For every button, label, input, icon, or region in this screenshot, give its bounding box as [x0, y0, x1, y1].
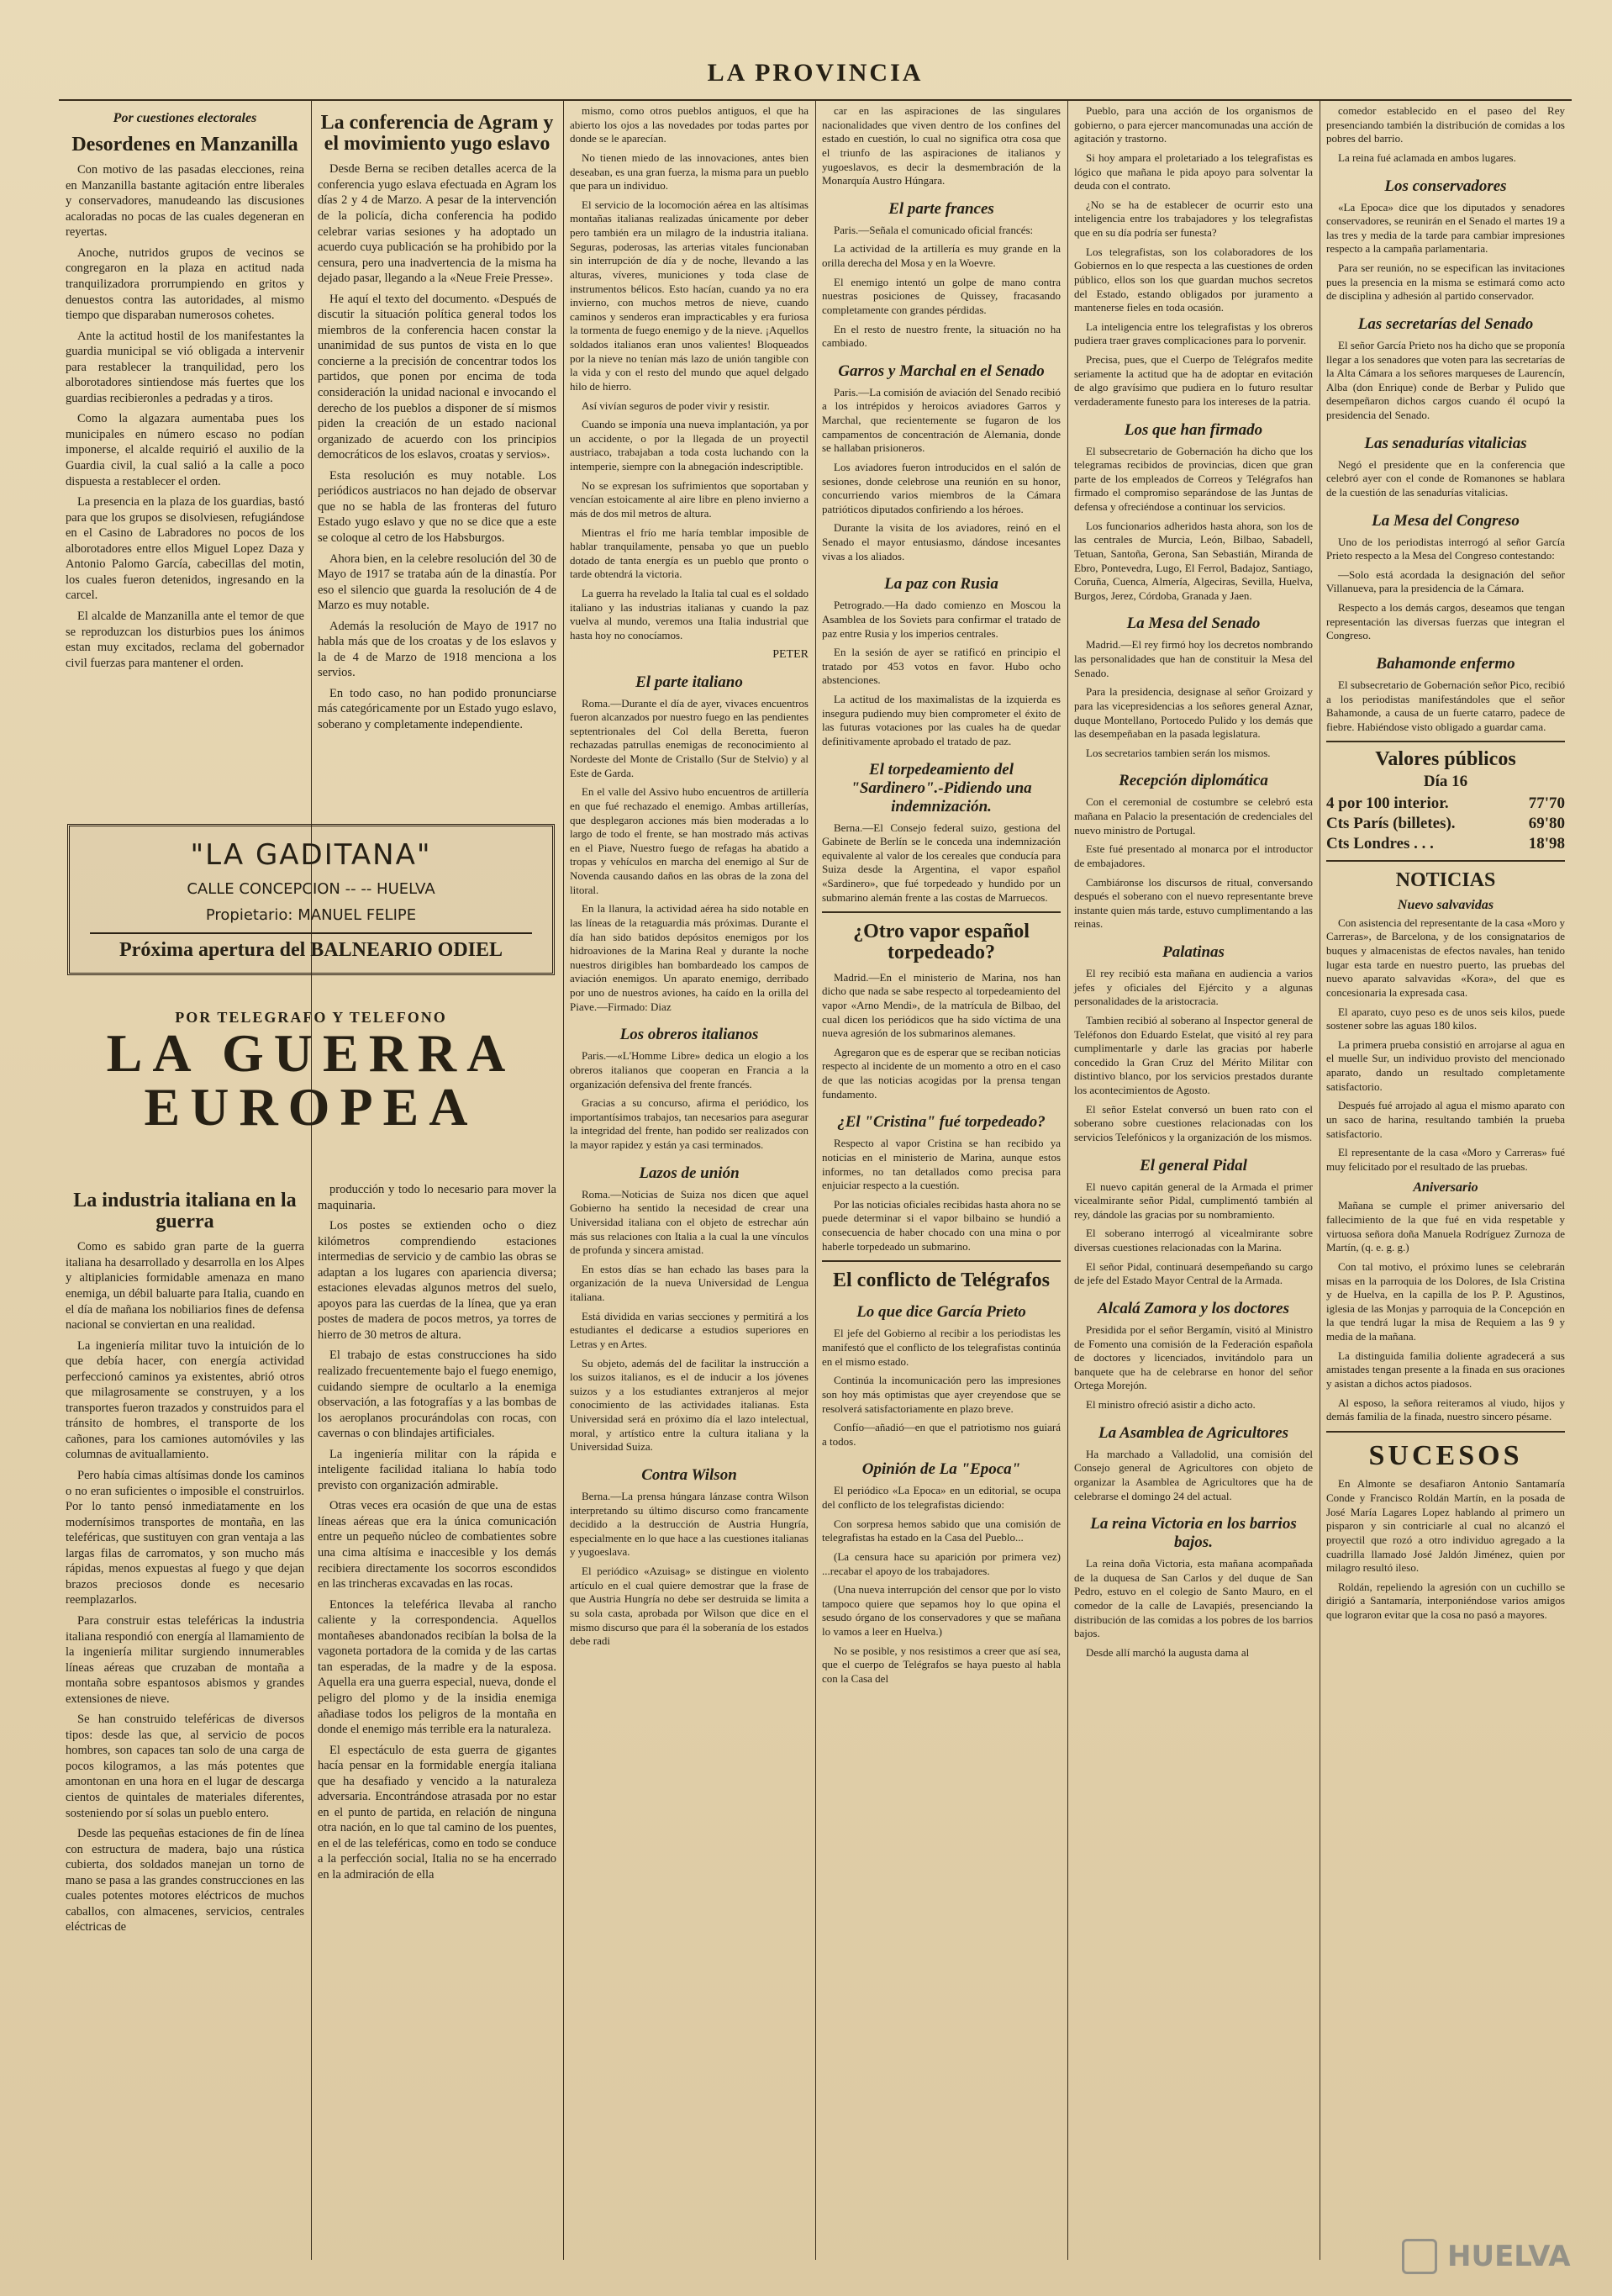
paragraph: El señor Estelat conversó un buen rato con el soberano sobre cuestiones relacionadas con los servicios Telefónicos y la organización de los mismos.	[1074, 1102, 1313, 1143]
valor-value: 77'70	[1528, 794, 1565, 812]
subhead: El parte italiano	[635, 673, 743, 691]
divider	[822, 1260, 1061, 1262]
paragraph: En la sesión de ayer se ratificó en principio el tratado por 453 votos en favor. Hubo ocho abstenciones.	[822, 646, 1061, 687]
paragraph: Negó el presidente que en la conferencia que celebró ayer con el conde de Romanones se hablara de la cuestión de las senadurías vitalicias.	[1326, 457, 1565, 499]
paragraph: El aparato, cuyo peso es de unos seis kilos, puede sostener sobre las aguas 180 kilos.	[1326, 1005, 1565, 1032]
valor-label: Cts París (billetes).	[1326, 814, 1456, 832]
paragraph: Anoche, nutridos grupos de vecinos se congregaron en la plaza en actitud nada tranquilizadora prorrumpiendo en gritos y denuestos contra las autoridades, al mismo tiempo que disparaban numerosos cohetes.	[66, 245, 304, 323]
paragraph: ¿No se ha de establecer de ocurrir esto una inteligencia entre los trabajadores y los telegrafistas que en su día podría ser funesta?	[1074, 198, 1313, 239]
paragraph: La reina doña Victoria, esta mañana acompañada de la duquesa de San Carlos y del duque de San Pedro, estuvo en el colegio de Santo Mauro, en el comedor de la calle de Lavapiés, presenciando la distribución de las comidas a los pobres de los barrios bajos.	[1074, 1557, 1313, 1640]
subhead: La paz con Rusia	[884, 575, 998, 594]
paragraph: El espectáculo de esta guerra de gigantes hacía pensar en la formidable energía italiana que ha desafiado y vencido a la naturaleza adversaria. Encontrándose atrasada por no estar en el punto de partida, en relación de ninguna otra nación, en lo que tal camino de los puentes, en el de las teleféricas, como en todo se conduce a la perfección social, Italia no se ha encerrado en la admiración de ella	[318, 1743, 556, 1882]
kicker: Por cuestiones electorales	[113, 111, 257, 125]
subhead: La Asamblea de Agricultores	[1098, 1423, 1289, 1442]
headline-sucesos: SUCESOS	[1368, 1439, 1523, 1471]
subhead: Alcalá Zamora y los doctores	[1098, 1299, 1289, 1317]
paragraph: Roldán, repeliendo la agresión con un cuchillo se dirigió a Santamaría, interponiéndose varios amigos que lograron evitar que la cosa no pasó a mayores.	[1326, 1580, 1565, 1622]
paragraph: Para ser reunión, no se especifican las invitaciones pues la presencia en la misma se estimará como acto de disciplina y adhesión al partido conservador.	[1326, 261, 1565, 303]
ad-next-opening: Próxima apertura del BALNEARIO ODIEL	[90, 932, 532, 962]
subhead: Los que han firmado	[1124, 420, 1263, 439]
paragraph: El rey recibió esta mañana en audiencia a varios jefes y oficiales del Ejército y a algunas personalidades de la aristocracia.	[1074, 967, 1313, 1008]
war-subhead: POR TELEGRAFO Y TELEFONO	[175, 1009, 447, 1026]
subhead: Contra Wilson	[641, 1465, 737, 1484]
divider	[822, 911, 1061, 913]
paragraph: La actividad de la artillería es muy grande en la orilla derecha del Mosa y en la Woevre.	[822, 242, 1061, 269]
subhead: Los obreros italianos	[619, 1026, 759, 1044]
paragraph: Su objeto, además del de facilitar la instrucción a los suizos italianos, es el de inducir a los jóvenes suizos y a los estudiantes extranjeros al mejor conocimiento de las actividades italianas. Esta Universidad será en próximo día el lazo intelectual, moral, y artístico entre la cultura italiana y la Universidad Suiza.	[570, 1356, 809, 1454]
paragraph: El señor Pidal, continuará desempeñando su cargo de jefe del Estado Mayor Central de la Armada.	[1074, 1259, 1313, 1287]
paragraph: La reina fué aclamada en ambos lugares.	[1338, 150, 1516, 164]
paragraph: En la llanura, la actividad aérea ha sido notable en las líneas de la retaguardia más próximas. Durante el día han sido batidos depósitos enemigos por los hidroaviones de la Marina Real y durante la noche nuestros dirigibles han bombardeado los campos de aviación enemigos. Un aparato enemigo, derribado por uno de nuestros aviones, ha caído en la orilla del Piave.—Firmado: Diaz	[570, 902, 809, 1013]
paragraph: He aquí el texto del documento. «Después de discutir la situación política general todos los miembros de la conferencia hacen constar la unanimidad de sus puntos de vista en lo que concierne a la precisión de concentrar todos los partidos, que ponen por encima de toda consideración la unidad nacional e invocando el derecho de los pueblos a disponer de sí mismos piden la creación de un estado nacional organizado de acuerdo con los principios democráticos de los eslavos, croatas y servios».	[318, 292, 556, 462]
headline-otro-vapor: ¿Otro vapor español torpedeado?	[853, 921, 1030, 964]
paragraph: Petrogrado.—Ha dado comienzo en Moscou la Asamblea de los Soviets para confirmar el tratado de paz entre Rusia y los imperios centrales.	[822, 599, 1061, 640]
divider	[1326, 741, 1565, 742]
subhead: Lazos de unión	[639, 1164, 740, 1182]
paragraph: producción y todo lo necesario para mover la maquinaria.	[318, 1183, 556, 1212]
paragraph: Mientras el frío me haría temblar imposible de hablar tranquilamente, pensaba yo que un pueblo dotado de tanta energía es un pueblo que pronto o tarde obtendrá la victoria.	[570, 525, 809, 581]
subhead: Bahamonde enfermo	[1376, 654, 1515, 673]
paragraph: (Una nueva interrupción del censor que por lo visto tampoco quiere que sepamos hoy lo que opina el sesudo órgano de los conservadores y que se mañana lo vamos a leer en Huelva.)	[822, 1583, 1061, 1639]
paragraph: Respecto al vapor Cristina se han recibido ya noticias en el ministerio de Marina, aunque estos informes, no tan detallados como precisa para enjuiciar respecto a la cuestión.	[822, 1137, 1061, 1192]
paragraph: En estos días se han echado las bases para la organización de la nueva Universidad de Lengua italiana.	[570, 1262, 809, 1303]
paragraph: Precisa, pues, que el Cuerpo de Telégrafos medite seriamente la actitud que ha de adoptar en evitación de algo gravísimo que pudiera en lo futuro resultar verdaderamente funesto para los intereses de la patria.	[1074, 353, 1313, 408]
paragraph: El trabajo de estas construcciones ha sido realizado frecuentemente bajo el fuego enemigo, cuidando siempre de ocultarlo a la enemiga observación, a las fotografías y a las bombas de los aeroplanos procurándolas con rocas, con cavernas o con blindajes artificiales.	[318, 1349, 556, 1441]
paragraph: Para la presidencia, designase al señor Groizard y para las vicepresidencias a los señores general Aznar, duque Montellano, Portocedo Pulido y los demás que las desempeñaban en la pasada legislatura.	[1074, 685, 1313, 741]
paragraph: Ante la actitud hostil de los manifestantes la guardia municipal se vió obligada a intervenir para restablecer la tranquilidad, pero los alborotadores sintiendose más fuertes que los guardias recibieronles a pedradas y a tiros.	[66, 329, 304, 405]
paragraph: En el valle del Assivo hubo encuentros de artillería en que fué rechazado el enemigo. Ambas artillerías, que desplegaron acciones más bien moderadas a lo largo de todo el frente, se han mostrado más activas en el Piave, Nuestro fuego de refagas ha abatido a tropas y vehículos en marcha del enemigo al Sur de Novenda causando daños en las obras de la zona del litoral.	[570, 785, 809, 896]
valor-row	[1326, 794, 1565, 813]
advertisement-la-gaditana	[67, 824, 555, 975]
valor-label: 4 por 100 interior.	[1326, 794, 1449, 812]
paragraph: El soberano interrogó al vicealmirante sobre diversas cuestiones relacionadas con la Marina.	[1074, 1227, 1313, 1254]
paragraph: Si hoy ampara el proletariado a los telegrafistas es lógico que mañana le pida apoyo para solventar la deuda con el contrato.	[1074, 150, 1313, 193]
signature: PETER	[772, 647, 809, 661]
paragraph: Pero había cimas altísimas donde los caminos o no eran suficientes o imposible el construirlos. Por lo tanto pensó inmediatamente en los modernísimos transportes de montaña, en las teleféricas, que sustituyen con gran ventaja a las largas filas de carromatos, y son mucho más rápidas, menos expuestas al fuego y que dejan brazos preciosos donde es necesario reemplazarlos.	[66, 1469, 304, 1607]
paragraph: Berna.—La prensa húngara lánzase contra Wilson interpretando su último discurso como francamente decidido a la destrucción de Austria Hungría, especialmente en lo que hace a las cuestiones italianas y yugoeslava.	[570, 1489, 809, 1559]
headline-agram: La conferencia de Agram y el movimiento yugo eslavo	[320, 112, 554, 156]
subhead: Las secretarías del Senado	[1357, 314, 1534, 333]
paragraph: Está dividida en varias secciones y permitirá a los estudiantes el dedicarse a estudios superiores en Letras y en Artes.	[570, 1309, 809, 1350]
subhead: La Mesa del Congreso	[1372, 511, 1520, 530]
column-1	[59, 99, 311, 814]
paragraph: Con el ceremonial de costumbre se celebró esta mañana en Palacio la presentación de credenciales del nuevo ministro de Portugal.	[1074, 795, 1313, 837]
paragraph: El periódico «La Epoca» en un editorial, se ocupa del conflicto de los telegrafistas diciendo:	[822, 1484, 1061, 1512]
paragraph: Ahora bien, en la celebre resolución del 30 de Mayo de 1917 se trataba aún de la dinastía. Por eso el silencio que guarda la resolución de 4 de Marzo es muy notable.	[318, 552, 556, 613]
paragraph: La presencia en la plaza de los guardias, bastó para que los grupos se disolviesen, refugiándose en el Casino de Labradores no pocos de los alborotadores entre ellos Miguel Lopez Daza y Antonio Palomo García, cabecillas del motin, los cuales fueron detenidos, ingresando en la carcel.	[66, 495, 304, 603]
headline-noticias: NOTICIAS	[1395, 868, 1496, 891]
ad-name: "LA GADITANA"	[190, 838, 432, 872]
subhead: Opinión de La "Epoca"	[861, 1460, 1021, 1479]
paragraph: Con tal motivo, el próximo lunes se celebrarán misas en la parroquia de los Dolores, de Isla Cristina y de Huelva, en la capilla de los P. P. Agustinos, iglesia de las Monjas y parroquia de la Concepción en la que tendrá lugar la misa de Requiem a las 9 y media de la mañana.	[1326, 1259, 1565, 1343]
paragraph: Desde allí marchó la augusta dama al	[1086, 1645, 1250, 1659]
column-2-lower	[311, 1177, 563, 2262]
valores-day: Día 16	[1423, 772, 1468, 790]
column-3	[563, 99, 815, 2260]
paragraph: Como es sabido gran parte de la guerra italiana ha desarrollado y desarrolla en los Alpes y altiplanicies formidable amenaza en mano enemiga, un débil baluarte para Italia, cuando en el día de mañana los nobiliarios fines de defensa nacional se conviertan en una realidad.	[66, 1240, 304, 1333]
paragraph: Al esposo, la señora reiteramos al viudo, hijos y demás familia de la finada, nuestro sincero pésame.	[1326, 1396, 1565, 1423]
war-header	[67, 1009, 555, 1169]
paragraph: Con sorpresa hemos sabido que una comisión de telegrafistas ha estado en la Casa del Pueblo...	[822, 1517, 1061, 1544]
column-5	[1067, 99, 1320, 2260]
ad-street: CALLE CONCEPCION -- -- HUELVA	[187, 880, 435, 898]
paragraph: Roma.—Durante el día de ayer, vivaces encuentros fueron alcanzados por nuestro fuego en las pendientes septentrionales del Col della Beretta, fueron rechazadas patrullas enemigas de reconocimiento al Nordeste del Monte de Cristallo (Sur de Stelvio) y al Este de Garda.	[570, 696, 809, 779]
divider	[1326, 860, 1565, 862]
subhead: El torpedeamiento del "Sardinero".-Pidiendo una indemnización.	[851, 760, 1032, 815]
column-4	[815, 99, 1067, 2260]
paragraph: Confío—añadió—en que el patriotismo nos guiará a todos.	[822, 1421, 1061, 1448]
subhead: Recepción diplomática	[1119, 772, 1268, 790]
paragraph: El alcalde de Manzanilla ante el temor de que se reproduzcan los disturbios pues los ánimos estan muy excitados, reclama del gobernador civil fuerzas para mantener el orden.	[66, 609, 304, 670]
paragraph: No se posible, y nos resistimos a creer que así sea, que el cuerpo de Telégrafos se haya puesto al habla con la Casa del	[822, 1644, 1061, 1685]
paragraph: En todo caso, no han podido pronunciarse más categóricamente por un Estado yugo eslavo, soberano y completamente independiente.	[318, 686, 556, 731]
divider	[1326, 1431, 1565, 1433]
paragraph: El jefe del Gobierno al recibir a los periodistas les manifestó que el conflicto de los telegrafistas continúa en el mismo estado.	[822, 1327, 1061, 1368]
paragraph: Los funcionarios adheridos hasta ahora, son los de las centrales de Murcia, León, Bilbao, Sabadell, Tetuan, Santoña, Gerona, San Sebastián, Miranda de Ebro, Pontevedra, Lugo, El Ferrol, Badajoz, Santiago, Coruña, Cuenca, Almería, Algeciras, Sevilla, Huelva, Burgos, Jerez, Córdoba, Granada y Jaen.	[1074, 519, 1313, 602]
paragraph: Esta resolución es muy notable. Los periódicos austriacos no han dejado de observar que no se habla de las fronteras del futuro Estado yugo eslavo y que no se dice que a este se coloque al cetro de los Habsburgos.	[318, 468, 556, 545]
paragraph: Con motivo de las pasadas elecciones, reina en Manzanilla bastante agitación entre liberales y conservadores, manudeando las discusiones acaloradas no pocas de las cuales degeneran en reyertas.	[66, 163, 304, 240]
subhead: El general Pidal	[1140, 1156, 1247, 1174]
valor-label: Cts Londres . . .	[1326, 834, 1434, 852]
headline-industria-italiana: La industria italiana en la guerra	[73, 1190, 297, 1233]
paragraph: La distinguida familia doliente agradecerá a sus amistades tengan presente a la finada en sus oraciones y asistan a dichos actos piadosos.	[1326, 1349, 1565, 1390]
paragraph: Este fué presentado al monarca por el introductor de embajadores.	[1074, 842, 1313, 869]
valor-row	[1326, 835, 1565, 853]
paragraph: Además la resolución de Mayo de 1917 no habla más que de los croatas y de los eslavos y la de 4 de Marzo de 1918 menciona a los servios.	[318, 619, 556, 680]
paragraph: La ingeniería militar con la rápida e inteligente facilidad italiana lo había todo previsto con organización admirable.	[318, 1447, 556, 1492]
valores-publicos	[1326, 749, 1565, 852]
paragraph: Berna.—El Consejo federal suizo, gestiona del Gabinete de Berlín se le conceda una indemnización equivalente al valor de los cereales que conducía para Suiza desde la Argentina, el vapor español «Sardinero», que fué torpedeado y hundido por un submarino alemán frente a las costas de Marruecos.	[822, 821, 1061, 904]
paragraph: Pueblo, para una acción de los organismos de gobierno, o para ejercer mancomunadas una acción de agitación y trastorno.	[1074, 104, 1313, 145]
paragraph: Así vivían seguros de poder vivir y resistir.	[582, 399, 770, 412]
paper-name: LA PROVINCIA	[707, 59, 924, 87]
subhead: La reina Victoria en los barrios bajos.	[1090, 1515, 1297, 1552]
paragraph: Con asistencia del representante de la casa «Moro y Carreras», de Barcelona, y de los consignatarios de buques y almacenistas de efectos navales, han tenido lugar esta tarde en nuestro puerto, las pruebas del nuevo aparato salvavidas «Kora», del que es concesionaria la expresada casa.	[1326, 916, 1565, 999]
paragraph: Cuando se imponía una nueva implantación, ya por un accidente, o por la llegada de un proyectil austriaco, trabajaban a toda costa luchando con la intemperie, siempre con la abnegación indescriptible.	[570, 418, 809, 472]
paragraph: Roma.—Noticias de Suiza nos dicen que aquel Gobierno ha sentido la necesidad de crear una Universidad italiana con el objeto de estrechar aún más sus relaciones con Italia a la cual la une vínculos de profunda y sincera amistad.	[570, 1187, 809, 1257]
paragraph: Los aviadores fueron introducidos en el salón de sesiones, donde celebrose una reunión en su honor, concurriendo varios miembros de la Cámara patrióticos diputados confiriendo a los héroes.	[822, 460, 1061, 515]
paragraph: Tambien recibió al soberano al Inspector general de Teléfonos don Eduardo Estelat, que visitó al rey para cumplimentarle y darle las gracias por haberle concedido la Gran Cruz del Mérito Militar con distintivo blanco, por los servicios prestados durante los acontecimientos de Agosto.	[1074, 1013, 1313, 1096]
paragraph: La guerra ha revelado la Italia tal cual es el soldado italiano y las industrias italianas y cuando la paz vuelva al mundo, veremos una Italia industrial que hasta hoy no conocíamos.	[570, 587, 809, 641]
paragraph: El enemigo intentó un golpe de mano contra nuestras posiciones de Quissey, fracasando completamente con grandes pérdidas.	[822, 275, 1061, 316]
paragraph: Después fué arrojado al agua el mismo aparato con un saco de harina, resultando también la prueba satisfactorio.	[1326, 1099, 1565, 1140]
paragraph: Otras veces era ocasión de que una de estas líneas aéreas que era la única comunicación entre un pequeño núcleo de combatientes sobre una cima altísima e inaccesible y los demás recibiera directamente los socorros escondidos en las trincheras excavadas en las rocas.	[318, 1499, 556, 1591]
valores-title: Valores públicos	[1375, 748, 1516, 771]
paragraph: Agregaron que es de esperar que se reciban noticias respecto al incidente de un momento a otro en el caso de que las noticias acogidas por la prensa tengan fundamento.	[822, 1045, 1061, 1100]
paragraph: Respecto a los demás cargos, deseamos que tengan representación las diversas fuerzas que integran el Congreso.	[1326, 601, 1565, 642]
war-title-line-2: EUROPEA	[144, 1077, 478, 1137]
paragraph: Gracias a su concurso, afirma el periódico, los importantísimos trabajos, tan necesarios para asegurar la integridad del frente, han podido ser realizados con la mayor rapidez y están ya casi terminados.	[570, 1096, 809, 1151]
paragraph: El periódico «Azuisag» se distingue en violento artículo en el cual quiere demostrar que la frase de que Austria Hungría no debe ser destruida se limita a su sola casta, aprobada por Wilson que dice en el mismo discurso que para él la soberanía de los estados debe radi	[570, 1565, 809, 1648]
paragraph: La primera prueba consistió en arrojarse al agua en el muelle Sur, un individuo provisto del mencionado aparato, dando un resultado completamente satisfactorio.	[1326, 1037, 1565, 1093]
ad-owner: Propietario: MANUEL FELIPE	[205, 906, 417, 924]
valor-value: 69'80	[1528, 814, 1565, 832]
valor-row	[1326, 815, 1565, 833]
subhead: Los conservadores	[1384, 177, 1507, 195]
paragraph: Presidida por el señor Bergamín, visitó al Ministro de Fomento una comisión de la Federación española de doctores y licenciados, invitándolo para un banquete que ha de celebrarse en honor del señor Ortega Morejón.	[1074, 1322, 1313, 1392]
paragraph: La actitud de los maximalistas de la izquierda es insegura pudiendo muy bien comprometer el éxito de las futuras votaciones por las cuales ha de quedar definitivamente aprobado el tratado de paz.	[822, 693, 1061, 747]
paragraph: Los postes se extienden ocho o diez kilómetros comprendiendo estaciones intermedias de servicio y de cambio las obras se adaptan a los lugares con apariencia diversa; estaciones elevadas algunos metros del suelo, apoyos para las cuerdas de la línea, que ya eran postes de madera de pocos metros, ya torres de hierro de 30 metros de altura.	[318, 1219, 556, 1342]
paragraph: Cambiáronse los discursos de ritual, conversando después el soberano con el nuevo representante breve instante quien más tarde, estuvo cumplimentando a las reinas.	[1074, 875, 1313, 931]
paragraph: Madrid.—El rey firmó hoy los decretos nombrando las personalidades que han de constituir la Mesa del Senado.	[1074, 638, 1313, 679]
paragraph: El representante de la casa «Moro y Carreras» fué muy felicitado por el resultado de las pruebas.	[1326, 1146, 1565, 1173]
paragraph: car en las aspiraciones de las singulares nacionalidades que viven dentro de los confines del estado en cuestión, lo cual no significa otra cosa que el triunfo de las aspiraciones de italianos y yugoeslavos, es decir la desmembración de la Monarquía Austro Húngara.	[822, 104, 1061, 187]
paragraph: El señor García Prieto nos ha dicho que se proponía llegar a los senadores que voten para las secretarías de la Alta Cámara a los señores marqueses de Laurencín, Alba (don Enrique) conde de Berbar y Pulido que desempeñaron dichos cargos cuando él ocupó la presidencia del Senado.	[1326, 338, 1565, 421]
paragraph: Durante la visita de los aviadores, reinó en el Senado el mayor entusiasmo, dándose incesantes vivas a los aliados.	[822, 521, 1061, 562]
subhead: Nuevo salvavidas	[1397, 897, 1494, 912]
paragraph: (La censura hace su aparición por primera vez) ...recabar el apoyo de los trabajadores.	[822, 1549, 1061, 1577]
paragraph: mismo, como otros pueblos antiguos, el que ha abierto los ojos a las novedades por todas partes por donde se le aparecían.	[570, 104, 809, 145]
paragraph: La inteligencia entre los telegrafistas y los obreros pudiera traer graves complicaciones para lo porvenir.	[1074, 319, 1313, 347]
paragraph: Los telegrafistas, son los colaboradores de los Gobiernos en lo que respecta a las cuestiones de orden público, ellos son los que guardan muchos secretos del Estado, estando obligados por juramento a mantenerse fieles en toda ocasión.	[1074, 245, 1313, 314]
column-2	[311, 99, 563, 814]
paragraph: Paris.—Señala el comunicado oficial francés:	[834, 223, 1034, 236]
subhead: Lo que dice García Prieto	[856, 1303, 1026, 1322]
paragraph: El subsecretario de Gobernación señor Pico, recibió a los periodistas manifestándoles que el señor Bahamonde, a causa de un fuerte catarro, padece de fiebre. Habiéndose visto obligado a guardar cama.	[1326, 678, 1565, 733]
paragraph: No tienen miedo de las innovaciones, antes bien deseaban, es una gran fuerza, la misma para un pueblo que para un individuo.	[570, 150, 809, 193]
paragraph: Los secretarios tambien serán los mismos.	[1086, 746, 1271, 759]
paragraph: Paris.—«L'Homme Libre» dedica un elogio a los obreros italianos que cooperan en Francia a la organización defensiva del frente francés.	[570, 1049, 809, 1090]
paragraph: Ha marchado a Valladolid, una comisión del Consejo general de Agricultores con objeto de organizar la Asamblea de Agricultores que ha de celebrarse el domingo 24 del actual.	[1074, 1447, 1313, 1502]
paragraph: «La Epoca» dice que los diputados y senadores conservadores, se reunirán en el Senado el martes 19 a las tres y media de la tarde para cambiar impresiones respecto a la campaña parlamentaria.	[1326, 200, 1565, 256]
war-title-line-1: LA GUERRA	[106, 1023, 516, 1083]
paragraph: Desde Berna se reciben detalles acerca de la conferencia yugo eslava efectuada en Agram los días 2 y 4 de Marzo. A pesar de la intervención de la policía, dicha conferencia ha podido celebrar varias sesiones y ha adoptado un acuerdo cuya publicación se ha prohibido por la censura, pero una inadvertencia de la misma ha dejado pasar, llegando a la «Neue Freie Presse».	[318, 162, 556, 286]
paragraph: Se han construido teleféricas de diversos tipos: desde las que, al servicio de pocos hombres, son capaces tan solo de una carga de pocos kilogramos, a las más potentes que amontonan en una hora en el lugar de descarga cientos de quintales de materiales diferentes, sosteniendo por sí solas un pueblo entero.	[66, 1713, 304, 1820]
masthead	[59, 59, 1572, 101]
paragraph: La ingeniería militar tuvo la intuición de lo que debía hacer, con energía actividad perfeccionó caminos ya existentes, abrió otros que milagrosamente se construyen, y a los transportes fueron trazados y construidos para el tránsito de hombres, el transporte de los cañones, para los camiones automóviles y las columnas de avituallamiento.	[66, 1338, 304, 1462]
archive-stamp	[1402, 2239, 1595, 2286]
subhead: Palatinas	[1162, 943, 1225, 961]
archive-logo-icon	[1402, 2239, 1437, 2274]
paragraph: El ministro ofreció asistir a dicho acto.	[1086, 1398, 1256, 1411]
paragraph: El nuevo capitán general de la Armada el primer vicealmirante señor Pidal, cumplimentó también al rey, dándole las gracias por su nombramiento.	[1074, 1180, 1313, 1221]
subhead: Aniversario	[1413, 1180, 1478, 1196]
subhead: La Mesa del Senado	[1126, 615, 1261, 633]
paragraph: Desde las pequeñas estaciones de fin de línea con estructura de madera, bajo una rústica cubierta, dos soldados manejan un torno de mano se pasa a las grandes construcciones en las cuales potentes motores eléctricos de muchos caballos, con almacenes, servicios, centrales eléctricas de	[66, 1827, 304, 1934]
archive-stamp-text: HUELVA	[1447, 2240, 1571, 2273]
subhead: Garros y Marchal en el Senado	[838, 362, 1045, 380]
headline-manzanilla: Desordenes en Manzanilla	[71, 134, 298, 156]
column-6	[1320, 99, 1572, 2260]
paragraph: No se expresan los sufrimientos que soportaban y vencían estoicamente al aire libre en pleno invierno a más de dos mil metros de altura.	[570, 478, 809, 520]
paragraph: Madrid.—En el ministerio de Marina, nos han dicho que nada se sabe respecto al torpedeamiento del vapor «Arno Mendi», de la matrícula de Bilbao, del cual dicen los periódicos que ha sido víctima de una nueva agresión de los submarinos alemanes.	[822, 970, 1061, 1040]
subhead: ¿El "Cristina" fué torpedeado?	[837, 1113, 1046, 1132]
paragraph: En el resto de nuestro frente, la situación no ha cambiado.	[822, 322, 1061, 350]
paragraph: Continúa la incomunicación pero las impresiones son hoy más optimistas que ayer creyendose que se resolverá satisfactoriamente en plazo breve.	[822, 1374, 1061, 1415]
paragraph: Para construir estas teleféricas la industria italiana respondió con energía al llamamiento de la ingeniería militar surgiendo innumerables líneas aéreas que cruzaban de montaña a montaña sobre espantosos abismos y grandes extensiones de nieve.	[66, 1613, 304, 1706]
subhead: Las senadurías vitalicias	[1364, 434, 1527, 452]
paragraph: Mañana se cumple el primer aniversario del fallecimiento de la que fué en vida respetable y virtuosa señora doña Manuela Rodríguez Zurnoza de Martín, (q. e. g. g.)	[1326, 1199, 1565, 1254]
paragraph: Paris.—La comisión de aviación del Senado recibió a los intrépidos y heroicos aviadores Garros y Marchal, que recientemente se fugaron de los campamentos de concentración de Alemania, donde se hallaban prisioneros.	[822, 385, 1061, 455]
paragraph: El subsecretario de Gobernación ha dicho que los telegramas recibidos de provincias, dicen que gran parte de los empleados de Correos y Telégrafos han firmado el compromiso separándose de las Juntas de defensa y ofreciéndose a continuar los servicios.	[1074, 444, 1313, 513]
paragraph: El servicio de la locomoción aérea en las altísimas montañas italianas realizadas únicamente por deber pero también era un milagro de la industria italiana. Seguras, poderosas, las arterias vitales funcionaban sin interrupción de día y de noche, llevando a las alturas, víveres, municiones y toda clase de instrumentos bélicos. Esto hacían, cuando ya no era invierno, con muchos metros de nieve, cuando caminos y senderos eran impracticables y era furiosa la tormenta de fuego enemigo y de la nieve. ¡Aquellos soldados italianos eran unos valientes! Bloqueados por la nieve no tenían más lazo de unión tangible con la vida y con el resto del mundo que aquel delgado hilo de hierro.	[570, 198, 809, 393]
paragraph: Por las noticias oficiales recibidas hasta ahora no se puede determinar si el vapor bilbaino se hundió a consecuencia de haber chocado con una mina o por haberle torpedeado un submarino.	[822, 1197, 1061, 1253]
paragraph: Entonces la teleférica llevaba al rancho caliente y la correspondencia. Aquellos montañeses abandonados recibían la bolsa de la vagoneta portadora de la comida y de las cartas tan esperadas, de la madre y de la esposa. Aquella era una guerra especial, nueva, donde el peligro del plomo y de la insidia enemiga añadiase todos los peligros de la montaña en donde el enemigo más terrible era la naturaleza.	[318, 1597, 556, 1737]
paragraph: comedor establecido en el paseo del Rey presenciando también la distribución de comidas a los pobres del barrio.	[1326, 104, 1565, 145]
paragraph: —Solo está acordada la designación del señor Villanueva, para la presidencia de la Cámara.	[1326, 567, 1565, 595]
paragraph: Uno de los periodistas interrogó al señor García Prieto respecto a la Mesa del Congreso contestando:	[1326, 535, 1565, 562]
paragraph: En Almonte se desafiaron Antonio Santamaría Conde y Francisco Roldán Martín, en la posada de José María Lagares Lopez hablando al primero un pisparon y sin contriciarle al cual no alcanzó el proyectil que rozó a otro individuo agregado a la cuadrilla llamado José Jaldón Jiménez, quien por milagro resultó ileso.	[1326, 1477, 1565, 1575]
column-1-lower	[59, 1177, 311, 2262]
headline-telegrafos: El conflicto de Telégrafos	[833, 1269, 1050, 1292]
paragraph: Como la algazara aumentaba pues los municipales en número escaso no podían imponerse, el alcalde requirió el auxilio de la Guardia civil, la cual salió a la calle a poco dispuesta a restablecer el orden.	[66, 412, 304, 488]
subhead: El parte frances	[888, 199, 994, 218]
valor-value: 18'98	[1528, 834, 1565, 852]
